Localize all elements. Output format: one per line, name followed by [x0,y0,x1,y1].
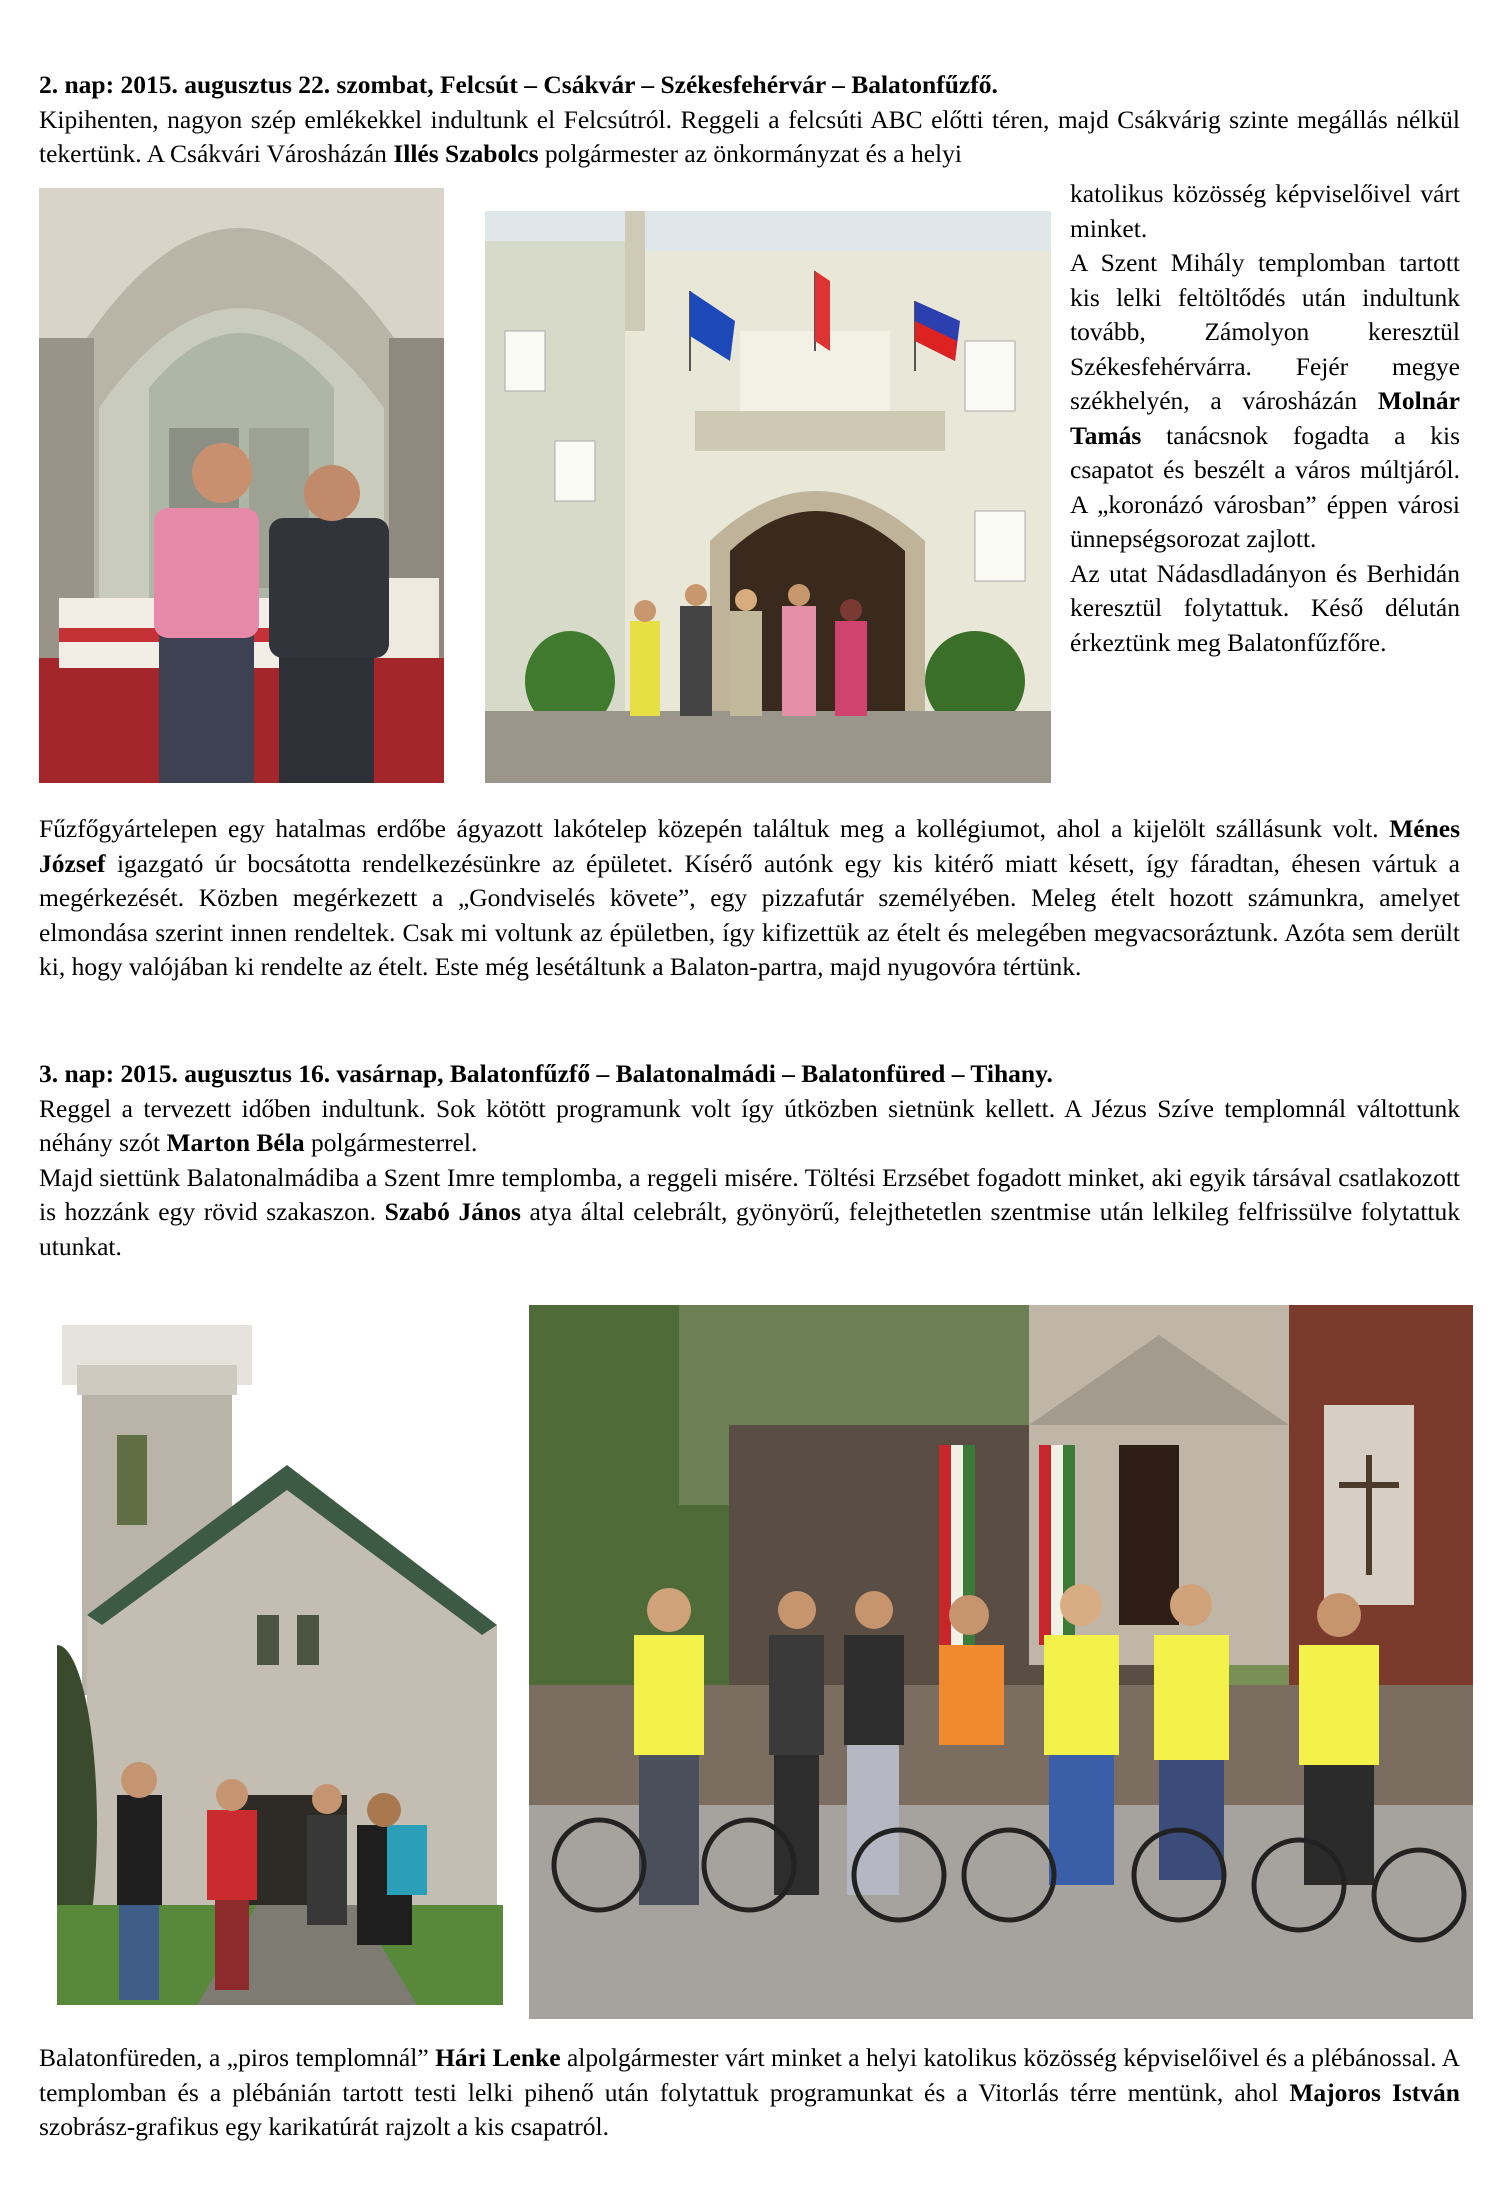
day3-paragraph-3: Balatonfüreden, a „piros templomnál” Hári Lenke alpolgármester várt minket a helyi katolikus közösség képviselőivel és a plébánossal. A templomban és a plébánián tartott testi lelki pihenő után folytattuk programunkat és a Vitorlás térre mentünk, ahol Majoros István szobrász-grafikus egy karikatúrát rajzolt a kis csapatról. [39,2043,1461,2141]
day2-side-b: A Szent Mihály templomban tartott kis lelki feltöltődés után indultunk tovább, Zámolyon keresztül Székesfehérvárra. Fejér megye székhelyén, a városházán Molnár Tamás tanácsnok fogadta a kis csapatot és beszélt a város múltjáról. A „koronázó városban” éppen városi ünnepségsorozat zajlott. [1070,248,1460,553]
day2-paragraph-2: Fűzfőgyártelepen egy hatalmas erdőbe ágyazott lakótelep közepén találtuk meg a kollégiumot, ahol a kijelölt szállásunk volt. Ménes József igazgató úr bocsátotta rendelkezésünkre az épületet. Kísérő autónk egy kis kitérő miatt késett, így fáradtan, éhesen vártuk a megérkezését. Közben megérkezett a „Gondviselés követe”, egy pizzafutár személyében. Meleg ételt hozott számunkra, amelyet elmondása szerint innen rendeltek. Csak mi voltunk az épületben, így kifizettük az ételt és melegében megvacsoráztunk. Azóta sem derült ki, hogy valójában ki rendelte az ételt. Este még lesétáltunk a Balaton-partra, majd nyugovóra tértünk. [39,814,1460,981]
day2-intro-block [39,68,1460,172]
day3-heading: 3. nap: 2015. augusztus 16. vasárnap, Balatonfűzfő – Balatonalmádi – Balatonfüred – Tihany. [39,1059,1053,1088]
person-name: Ménes József [39,814,1460,878]
person-name: Majoros István [1289,2077,1460,2107]
day3-block [39,1057,1460,1264]
person-name: Molnár Tamás [1070,386,1460,450]
day3-paragraph-1: Reggel a tervezett időben indultunk. Sok kötött programunk volt így útközben sietnünk kellett. A Jézus Szíve templomnál váltottunk néhány szót Marton Béla polgármesterrel. [39,1093,1460,1157]
person-name: Hári Lenke [435,2043,561,2072]
person-name: Illés Szabolcs [393,139,539,168]
photo-church-interior [39,188,444,783]
day3-paragraph-2: Majd siettünk Balatonalmádiba a Szent Imre templomba, a reggeli misére. Töltési Erzsébet fogadott minket, aki egyik társával csatlakozott is hozzánk egy rövid szakaszon. Szabó János atya által celebrált, gyönyörű, felejthetetlen szentmise után lelkileg felfrissülve folytattuk utunkat. [39,1162,1460,1261]
person-name: Szabó János [384,1197,521,1226]
person-name: Marton Béla [166,1128,305,1157]
photo-town-hall [485,211,1051,783]
day2-intro-paragraph: Kipihenten, nagyon szép emlékekkel indultunk el Felcsútról. Reggeli a felcsúti ABC előtti téren, majd Csákvárig szinte megállás nélkül tekertünk. A Csákvári Városházán Illés Szabolcs polgármester az önkormányzat és a helyi [39,104,1460,168]
day2-side-d: Az utat Nádasdladányon és Berhidán keresztül folytattuk. Késő délután érkeztünk meg Balatonfűzfőre. [1070,558,1460,657]
photo-red-church-group [529,1305,1473,2019]
day2-heading: 2. nap: 2015. augusztus 22. szombat, Felcsút – Csákvár – Székesfehérvár – Balatonfűzfő. [39,70,998,99]
photo-stone-church [57,1325,503,2005]
day2-side-a: katolikus közösség képviselőivel várt minket. [1070,179,1460,243]
day2-side-column [1070,177,1460,660]
